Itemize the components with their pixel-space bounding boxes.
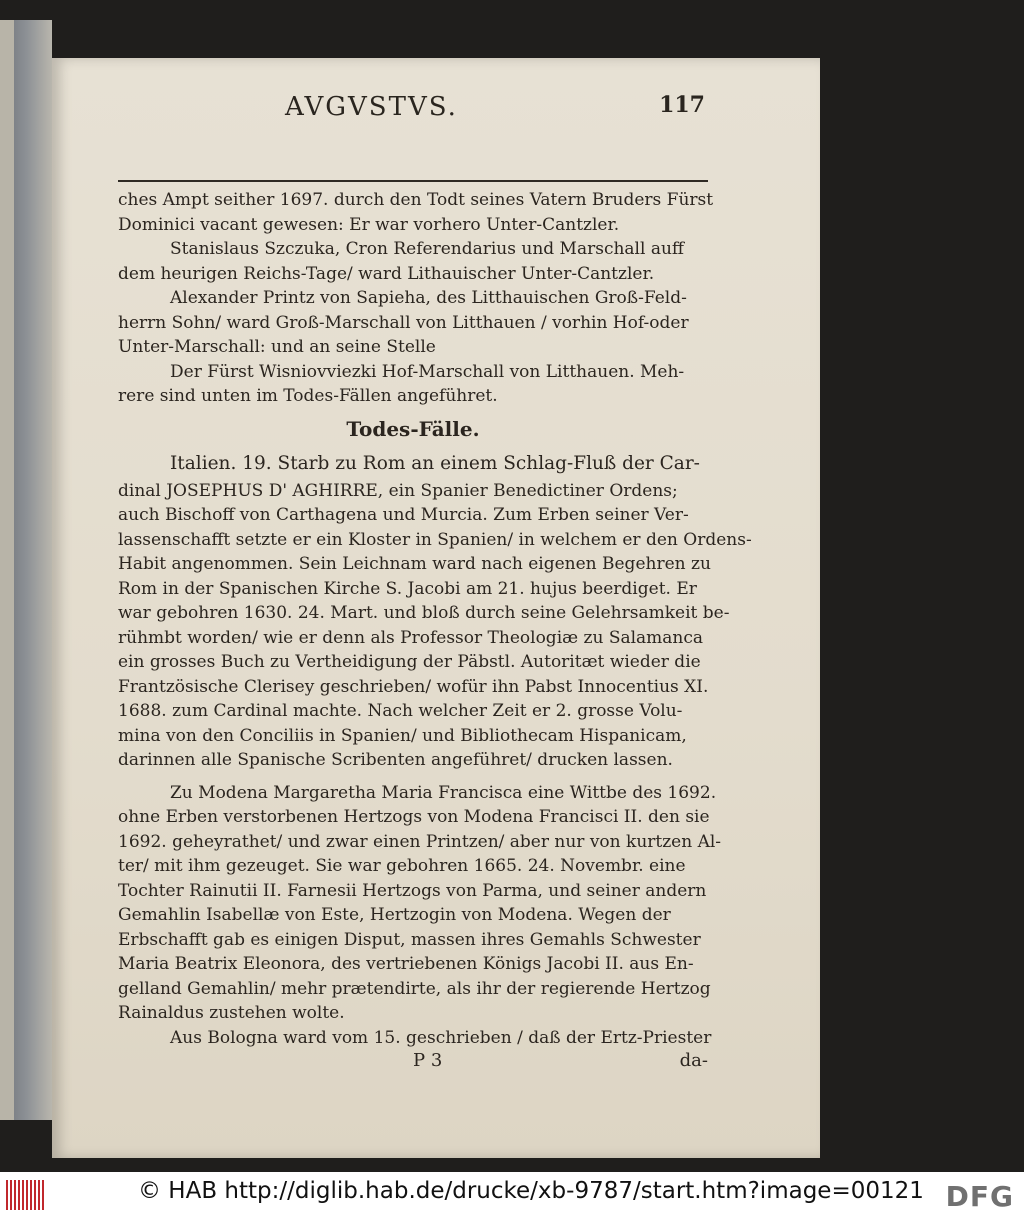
facing-page-strip	[0, 20, 14, 1120]
text-line: gelland Gemahlin/ mehr prætendirte, als ihr der regierende Hertzog	[118, 978, 711, 999]
header-rule	[118, 180, 708, 182]
text-line: auch Bischoff von Carthagena und Murcia. Zum Erben seiner Ver-	[118, 505, 689, 525]
text-line: dem heurigen Reichs-Tage/ ward Lithauischer Unter-Cantzler.	[118, 263, 655, 284]
text-line: darinnen alle Spanische Scribenten angeführet/ drucken lassen.	[118, 750, 673, 770]
text-line: war gebohren 1630. 24. Mart. und bloß durch seine Gelehrsamkeit be-	[118, 603, 730, 623]
text-line: 1688. zum Cardinal machte. Nach welcher Zeit er 2. grosse Volu-	[118, 701, 683, 721]
text-line: rühmbt worden/ wie er denn als Professor Theologiæ zu Salamanca	[118, 627, 704, 648]
text-line: Rom in der Spanischen Kirche S. Jacobi am 21. hujus beerdiget. Er	[118, 578, 697, 599]
text-line: dinal JOSEPHUS D' AGHIRRE, ein Spanier Benedictiner Ordens;	[118, 480, 678, 501]
page-header	[285, 92, 705, 126]
text-line: Tochter Rainutii II. Farnesii Hertzogs von Parma, und seiner andern	[118, 880, 707, 901]
text-line: Maria Beatrix Eleonora, des vertriebenen Königs Jacobi II. aus En-	[118, 954, 694, 974]
text-line: Unter-Marschall: und an seine Stelle	[118, 337, 436, 357]
dfg-logo: DFG	[945, 1180, 1014, 1213]
text-line: Alexander Printz von Sapieha, des Litthauischen Groß-Feld-	[170, 288, 687, 308]
running-head: AVGVSTVS.	[285, 92, 458, 122]
text-line: Habit angenommen. Sein Leichnam ward nach eigenen Begehren zu	[118, 554, 711, 574]
viewer-footer	[0, 1172, 1024, 1217]
signature-line	[118, 1050, 708, 1076]
text-line: Italien. 19. Starb zu Rom an einem Schlag-Fluß der Car-	[170, 452, 700, 474]
text-line: rere sind unten im Todes-Fällen angeführet.	[118, 386, 498, 406]
text-line: mina von den Conciliis in Spanien/ und Bibliothecam Hispanicam,	[118, 725, 687, 746]
text-line: Der Fürst Wisniovviezki Hof-Marschall von Litthauen. Meh-	[170, 361, 685, 382]
text-line: Erbschafft gab es einigen Disput, massen ihres Gemahls Schwester	[118, 929, 701, 950]
text-line: herrn Sohn/ ward Groß-Marschall von Litthauen / vorhin Hof-oder	[118, 312, 689, 333]
text-line: lassenschafft setzte er ein Kloster in Spanien/ in welchem er den Ordens-	[118, 529, 752, 550]
text-line: ches Ampt seither 1697. durch den Todt seines Vatern Bruders Fürst	[118, 190, 714, 210]
text-line: Zu Modena Margaretha Maria Francisca eine Wittbe des 1692.	[170, 782, 717, 803]
text-line: Aus Bologna ward vom 15. geschrieben / daß der Ertz-Priester	[170, 1027, 712, 1048]
text-line: Stanislaus Szczuka, Cron Referendarius und Marschall auff	[170, 239, 684, 259]
text-line: ter/ mit ihm gezeuget. Sie war gebohren 1665. 24. Novembr. eine	[118, 856, 686, 876]
page-number: 117	[659, 92, 705, 118]
copyright-link[interactable]: © HAB http://diglib.hab.de/drucke/xb-9787/start.htm?image=00121	[138, 1178, 924, 1204]
text-line: 1692. geheyrathet/ und zwar einen Printzen/ aber nur von kurtzen Al-	[118, 831, 722, 852]
page-text	[118, 188, 752, 1076]
text-line: Frantzösische Clerisey geschrieben/ wofür ihn Pabst Innocentius XI.	[118, 676, 709, 697]
text-line: Rainaldus zustehen wolte.	[118, 1003, 345, 1023]
text-line: Gemahlin Isabellæ von Este, Hertzogin von Modena. Wegen der	[118, 905, 671, 925]
text-line: ohne Erben verstorbenen Hertzogs von Modena Francisci II. den sie	[118, 807, 710, 827]
signature-mark: P 3	[413, 1050, 443, 1071]
text-line: ein grosses Buch zu Vertheidigung der Päbstl. Autoritæt wieder die	[118, 652, 701, 672]
catchword: da-	[679, 1050, 708, 1071]
barcode-icon	[6, 1180, 46, 1210]
text-line: Dominici vacant gewesen: Er war vorhero Unter-Cantzler.	[118, 214, 620, 235]
section-title: Todes-Fälle.	[346, 416, 480, 441]
